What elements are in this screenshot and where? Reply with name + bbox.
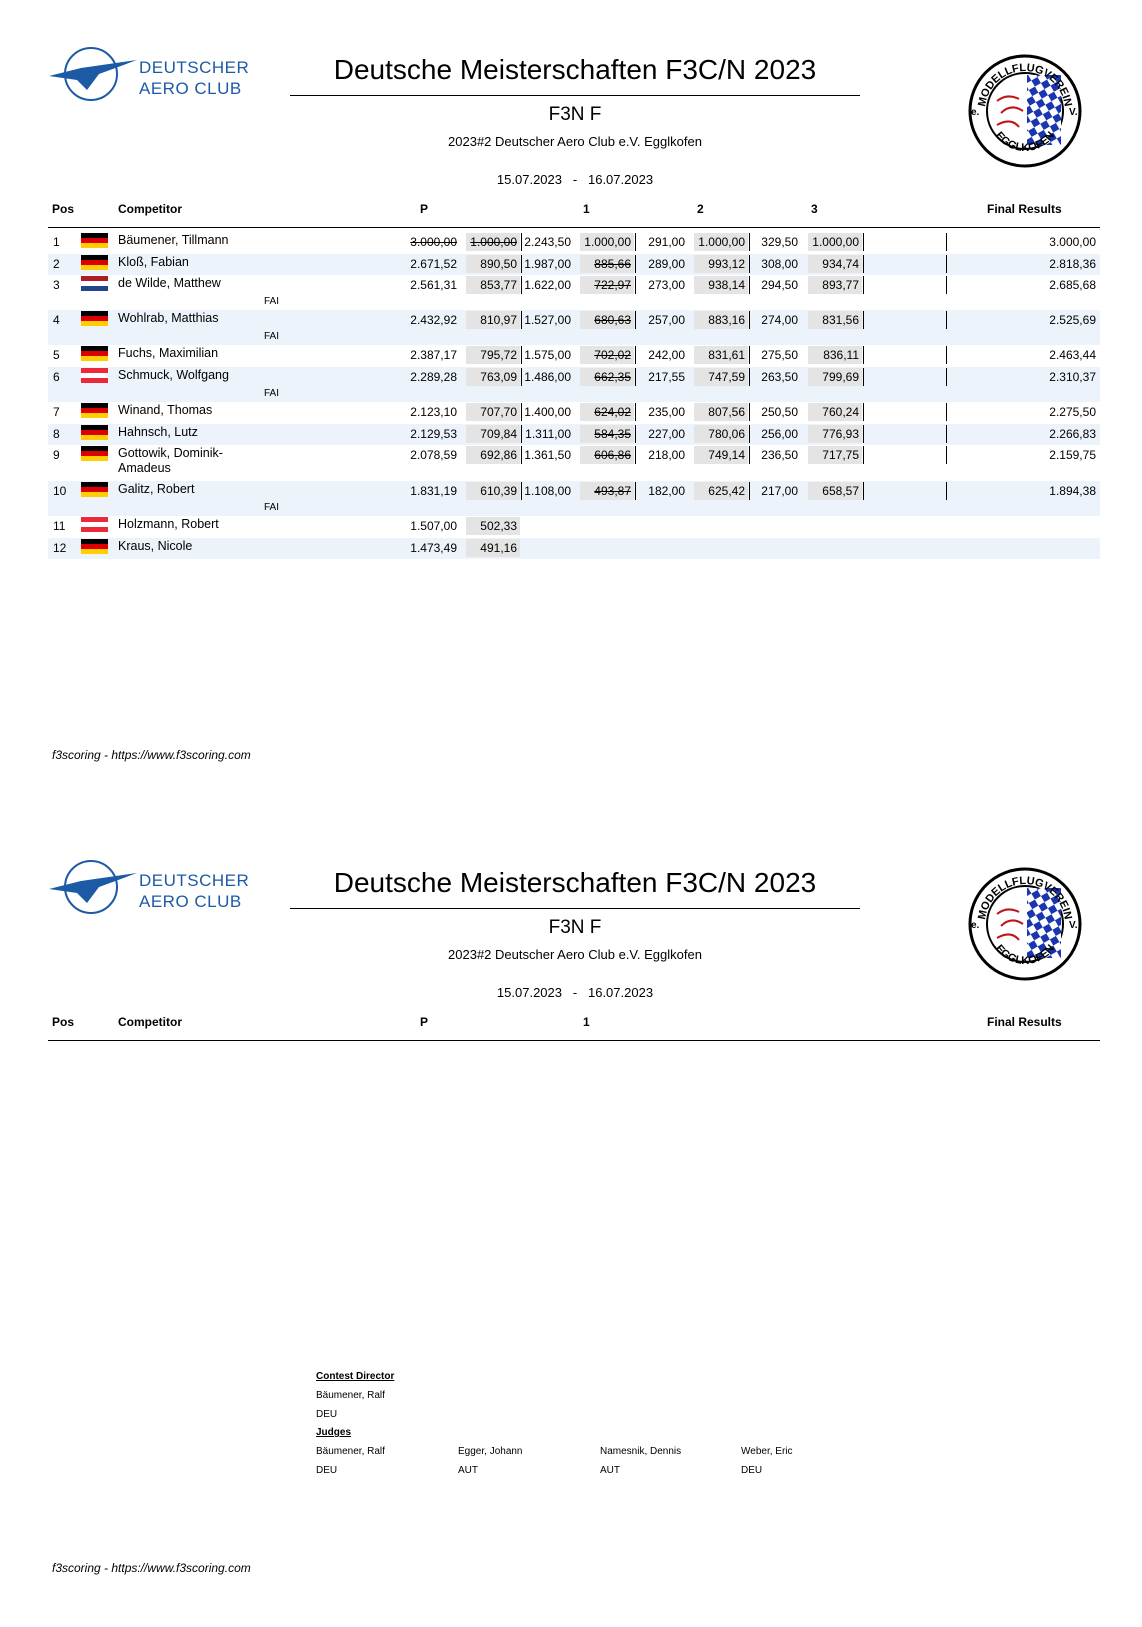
normalized-score: 795,72: [480, 348, 517, 362]
column-separator: [635, 403, 636, 421]
col-round3: 3: [811, 202, 818, 216]
column-separator: [521, 255, 522, 273]
final-separator: [946, 403, 947, 421]
position-number: 4: [53, 313, 60, 327]
dac-logo-line2: AERO CLUB: [139, 79, 242, 98]
raw-score: 1.473,49: [410, 541, 457, 555]
raw-score: 2.123,10: [410, 405, 457, 419]
column-separator: [863, 403, 864, 421]
col-prelim: P: [420, 202, 429, 216]
normalized-score: 584,35: [594, 427, 631, 441]
position-number: 2: [53, 257, 60, 271]
normalized-score: 1.000,00: [584, 235, 631, 249]
final-separator: [946, 368, 947, 386]
competitor-name: Holzmann, Robert: [118, 517, 219, 531]
column-separator: [635, 233, 636, 251]
flag-deu-icon: [81, 311, 108, 326]
raw-score: 217,55: [648, 370, 685, 384]
raw-score: 235,00: [648, 405, 685, 419]
normalized-score: 692,86: [480, 448, 517, 462]
normalized-score: 836,11: [823, 348, 859, 362]
raw-score: 1.486,00: [524, 370, 571, 384]
raw-score: 3.000,00: [410, 235, 457, 249]
raw-score: 1.108,00: [524, 484, 571, 498]
final-separator: [946, 446, 947, 464]
normalized-score: 662,35: [594, 370, 631, 384]
normalized-score: 717,75: [822, 448, 859, 462]
final-result: 2.685,68: [1049, 278, 1096, 292]
judge-country: DEU: [316, 1465, 338, 1476]
competitor-name: Schmuck, Wolfgang: [118, 368, 229, 382]
date-range: 15.07.2023 - 16.07.2023: [496, 985, 654, 1000]
position-number: 5: [53, 348, 60, 362]
normalized-score: 831,61: [708, 348, 745, 362]
column-separator: [863, 276, 864, 294]
organizer: 2023#2 Deutscher Aero Club e.V. Egglkofen: [448, 134, 702, 149]
raw-score: 1.527,00: [524, 313, 571, 327]
final-result: 2.310,37: [1049, 370, 1096, 384]
competitor-name-line2: Amadeus: [118, 461, 171, 475]
judge-name: Weber, Eric: [741, 1446, 793, 1457]
raw-score: 1.831,19: [410, 484, 457, 498]
raw-score: 2.671,52: [410, 257, 457, 271]
final-separator: [946, 233, 947, 251]
col-pos: Pos: [52, 202, 75, 216]
normalized-score: 707,70: [480, 405, 517, 419]
title-divider: [290, 908, 860, 909]
raw-score: 242,00: [648, 348, 685, 362]
dac-logo-line2: AERO CLUB: [139, 892, 242, 911]
final-result: 2.525,69: [1049, 313, 1096, 327]
raw-score: 256,00: [761, 427, 798, 441]
column-separator: [749, 446, 750, 464]
results-page-2: [0, 813, 1142, 1626]
column-separator: [749, 311, 750, 329]
raw-score: 289,00: [648, 257, 685, 271]
raw-score: 291,00: [648, 235, 685, 249]
final-separator: [946, 311, 947, 329]
normalized-score: 853,77: [480, 278, 517, 292]
final-result: 2.275,50: [1049, 405, 1096, 419]
raw-score: 273,00: [648, 278, 685, 292]
club-logo: [967, 866, 1083, 982]
column-separator: [863, 482, 864, 500]
club-logo: [967, 53, 1083, 169]
column-separator: [749, 276, 750, 294]
raw-score: 1.622,00: [524, 278, 571, 292]
competitor-name: Bäumener, Tillmann: [118, 233, 229, 247]
final-result: 3.000,00: [1049, 235, 1096, 249]
normalized-score: 680,63: [594, 313, 631, 327]
normalized-score: 493,87: [594, 484, 631, 498]
final-result: 2.818,36: [1049, 257, 1096, 271]
position-number: 12: [53, 541, 67, 555]
flag-deu-icon: [81, 403, 108, 418]
raw-score: 1.361,50: [524, 448, 571, 462]
normalized-score: 893,77: [822, 278, 859, 292]
table-row: [48, 516, 1100, 538]
normalized-score: 747,59: [708, 370, 745, 384]
column-separator: [863, 425, 864, 443]
flag-nld-icon: [81, 276, 108, 291]
position-number: 1: [53, 235, 60, 249]
col-round1: 1: [583, 1015, 590, 1029]
table-row: [48, 254, 1100, 275]
dac-logo-line1: DEUTSCHER: [139, 58, 250, 77]
normalized-score: 934,74: [822, 257, 859, 271]
col-final: Final Results: [987, 1015, 1062, 1029]
normalized-score: 606,86: [594, 448, 631, 462]
column-separator: [521, 311, 522, 329]
column-separator: [749, 482, 750, 500]
normalized-score: 702,02: [594, 348, 631, 362]
raw-score: 218,00: [648, 448, 685, 462]
fai-badge: FAI: [264, 296, 280, 307]
position-number: 8: [53, 427, 60, 441]
table-row: [48, 275, 1100, 310]
competitor-name: Hahnsch, Lutz: [118, 425, 198, 439]
raw-score: 2.289,28: [410, 370, 457, 384]
column-separator: [749, 368, 750, 386]
fai-badge: FAI: [264, 388, 280, 399]
normalized-score: 749,14: [708, 448, 745, 462]
club-seal-icon: [967, 53, 1083, 169]
contest-director-country: DEU: [316, 1409, 338, 1420]
column-separator: [863, 446, 864, 464]
column-separator: [635, 482, 636, 500]
dac-logo-line1: DEUTSCHER: [139, 871, 250, 890]
column-separator: [635, 255, 636, 273]
raw-score: 1.507,00: [410, 519, 457, 533]
table-row: [48, 481, 1100, 516]
table-row: [48, 445, 1100, 481]
raw-score: 2.561,31: [410, 278, 457, 292]
page-title: Deutsche Meisterschaften F3C/N 2023: [333, 54, 817, 85]
normalized-score: 502,33: [480, 519, 517, 533]
col-round1: 1: [583, 202, 590, 216]
column-separator: [749, 346, 750, 364]
col-competitor: Competitor: [118, 1015, 182, 1029]
normalized-score: 625,42: [708, 484, 745, 498]
final-separator: [946, 276, 947, 294]
flag-deu-icon: [81, 425, 108, 440]
final-separator: [946, 255, 947, 273]
competitor-name: Gottowik, Dominik-: [118, 446, 223, 460]
column-separator: [863, 368, 864, 386]
position-number: 9: [53, 448, 60, 462]
judge-name: Egger, Johann: [458, 1446, 523, 1457]
raw-score: 217,00: [761, 484, 798, 498]
raw-score: 2.432,92: [410, 313, 457, 327]
column-separator: [749, 255, 750, 273]
normalized-score: 624,02: [594, 405, 631, 419]
judge-country: DEU: [741, 1465, 763, 1476]
competitor-name: Kloß, Fabian: [118, 255, 189, 269]
column-separator: [635, 276, 636, 294]
svg-text:e.: e.: [971, 107, 980, 118]
raw-score: 275,50: [761, 348, 798, 362]
column-separator: [521, 482, 522, 500]
normalized-score: 658,57: [822, 484, 859, 498]
raw-score: 1.311,00: [525, 427, 571, 441]
raw-score: 294,50: [761, 278, 798, 292]
normalized-score: 1.000,00: [698, 235, 745, 249]
flag-aut-icon: [81, 517, 108, 532]
column-separator: [521, 276, 522, 294]
normalized-score: 885,66: [594, 257, 631, 271]
flag-deu-icon: [81, 346, 108, 361]
column-separator: [521, 425, 522, 443]
column-separator: [749, 233, 750, 251]
flag-deu-icon: [81, 482, 108, 497]
column-separator: [521, 346, 522, 364]
table-row: [48, 367, 1100, 402]
raw-score: 2.387,17: [410, 348, 457, 362]
raw-score: 263,50: [761, 370, 798, 384]
raw-score: 2.243,50: [524, 235, 571, 249]
flag-deu-icon: [81, 539, 108, 554]
normalized-score: 780,06: [708, 427, 745, 441]
flag-deu-icon: [81, 446, 108, 461]
position-number: 3: [53, 278, 60, 292]
svg-text:MODELLFLUGVEREIN: MODELLFLUGVEREIN: [976, 874, 1074, 921]
raw-score: 308,00: [761, 257, 798, 271]
position-number: 11: [53, 519, 66, 533]
flag-deu-icon: [81, 255, 108, 270]
header-divider: [48, 227, 1100, 228]
flag-aut-icon: [81, 368, 108, 383]
final-result: 1.894,38: [1049, 484, 1096, 498]
footer-credit: f3scoring - https://www.f3scoring.com: [52, 1561, 251, 1575]
flag-deu-icon: [81, 233, 108, 248]
contest-director-name: Bäumener, Ralf: [316, 1390, 385, 1401]
svg-text:MODELLFLUGVEREIN: MODELLFLUGVEREIN: [976, 61, 1074, 108]
header-divider: [48, 1040, 1100, 1041]
competitor-name: Kraus, Nicole: [118, 539, 193, 553]
fai-badge: FAI: [264, 502, 280, 513]
final-separator: [946, 482, 947, 500]
raw-score: 250,50: [761, 405, 798, 419]
table-row: [48, 402, 1100, 424]
contest-director-heading: Contest Director: [316, 1371, 395, 1382]
normalized-score: 883,16: [708, 313, 745, 327]
final-result: 2.159,75: [1049, 448, 1096, 462]
dac-logo: [47, 859, 267, 919]
column-separator: [521, 368, 522, 386]
column-separator: [635, 311, 636, 329]
table-row: [48, 310, 1100, 345]
table-row: [48, 232, 1100, 254]
raw-score: 1.575,00: [524, 348, 571, 362]
dac-logo: [47, 46, 267, 106]
raw-score: 227,00: [648, 427, 685, 441]
normalized-score: 810,97: [480, 313, 517, 327]
normalized-score: 807,56: [708, 405, 745, 419]
column-separator: [521, 403, 522, 421]
judge-country: AUT: [600, 1465, 620, 1476]
svg-text:EGGLKOFEN: EGGLKOFEN: [992, 129, 1058, 155]
col-prelim: P: [420, 1015, 429, 1029]
date-range: 15.07.2023 - 16.07.2023: [496, 172, 654, 187]
column-separator: [521, 233, 522, 251]
raw-score: 257,00: [648, 313, 685, 327]
column-separator: [635, 446, 636, 464]
competitor-name: Fuchs, Maximilian: [118, 346, 219, 360]
final-separator: [946, 425, 947, 443]
column-separator: [749, 403, 750, 421]
normalized-score: 763,09: [480, 370, 517, 384]
class-subtitle: F3N F: [548, 104, 602, 125]
normalized-score: 890,50: [480, 257, 517, 271]
normalized-score: 760,24: [822, 405, 859, 419]
raw-score: 1.987,00: [524, 257, 571, 271]
normalized-score: 776,93: [822, 427, 859, 441]
title-divider: [290, 95, 860, 96]
raw-score: 329,50: [761, 235, 798, 249]
svg-text:V.: V.: [1069, 920, 1078, 931]
column-separator: [749, 425, 750, 443]
competitor-name: de Wilde, Matthew: [118, 276, 221, 290]
normalized-score: 938,14: [708, 278, 745, 292]
final-separator: [946, 346, 947, 364]
col-round2: 2: [697, 202, 704, 216]
svg-text:EGGLKOFEN: EGGLKOFEN: [992, 942, 1058, 968]
normalized-score: 610,39: [480, 484, 517, 498]
dac-emblem-icon: [47, 46, 139, 106]
normalized-score: 1.000,00: [470, 235, 517, 249]
col-competitor: Competitor: [118, 202, 182, 216]
normalized-score: 491,16: [480, 541, 517, 555]
column-separator: [863, 346, 864, 364]
footer-credit: f3scoring - https://www.f3scoring.com: [52, 748, 251, 762]
competitor-name: Winand, Thomas: [118, 403, 213, 417]
fai-badge: FAI: [264, 331, 280, 342]
position-number: 6: [53, 370, 60, 384]
normalized-score: 1.000,00: [812, 235, 859, 249]
col-pos: Pos: [52, 1015, 75, 1029]
col-final: Final Results: [987, 202, 1062, 216]
column-separator: [635, 425, 636, 443]
raw-score: 2.078,59: [410, 448, 457, 462]
column-separator: [635, 346, 636, 364]
normalized-score: 722,97: [594, 278, 631, 292]
dac-emblem-icon: [47, 859, 139, 919]
club-seal-icon: [967, 866, 1083, 982]
judge-name: Namesnik, Dennis: [600, 1446, 682, 1457]
judges-heading: Judges: [316, 1427, 352, 1438]
results-page-1: [0, 0, 1142, 813]
judge-country: AUT: [458, 1465, 478, 1476]
column-separator: [863, 233, 864, 251]
table-row: [48, 538, 1100, 559]
raw-score: 182,00: [648, 484, 685, 498]
competitor-name: Galitz, Robert: [118, 482, 195, 496]
svg-text:e.: e.: [971, 920, 980, 931]
normalized-score: 709,84: [480, 427, 517, 441]
class-subtitle: F3N F: [548, 917, 602, 938]
table-row: [48, 424, 1100, 445]
normalized-score: 831,56: [822, 313, 859, 327]
judge-name: Bäumener, Ralf: [316, 1446, 385, 1457]
column-separator: [635, 368, 636, 386]
svg-text:V.: V.: [1069, 107, 1078, 118]
page-title: Deutsche Meisterschaften F3C/N 2023: [333, 867, 817, 898]
raw-score: 2.129,53: [410, 427, 457, 441]
column-separator: [863, 255, 864, 273]
final-result: 2.266,83: [1049, 427, 1096, 441]
column-separator: [863, 311, 864, 329]
position-number: 7: [53, 405, 60, 419]
column-separator: [521, 446, 522, 464]
raw-score: 274,00: [761, 313, 798, 327]
table-row: [48, 345, 1100, 367]
final-result: 2.463,44: [1049, 348, 1096, 362]
competitor-name: Wohlrab, Matthias: [118, 311, 219, 325]
raw-score: 1.400,00: [524, 405, 571, 419]
position-number: 10: [53, 484, 67, 498]
normalized-score: 993,12: [708, 257, 745, 271]
organizer: 2023#2 Deutscher Aero Club e.V. Egglkofen: [448, 947, 702, 962]
raw-score: 236,50: [761, 448, 798, 462]
normalized-score: 799,69: [822, 370, 859, 384]
